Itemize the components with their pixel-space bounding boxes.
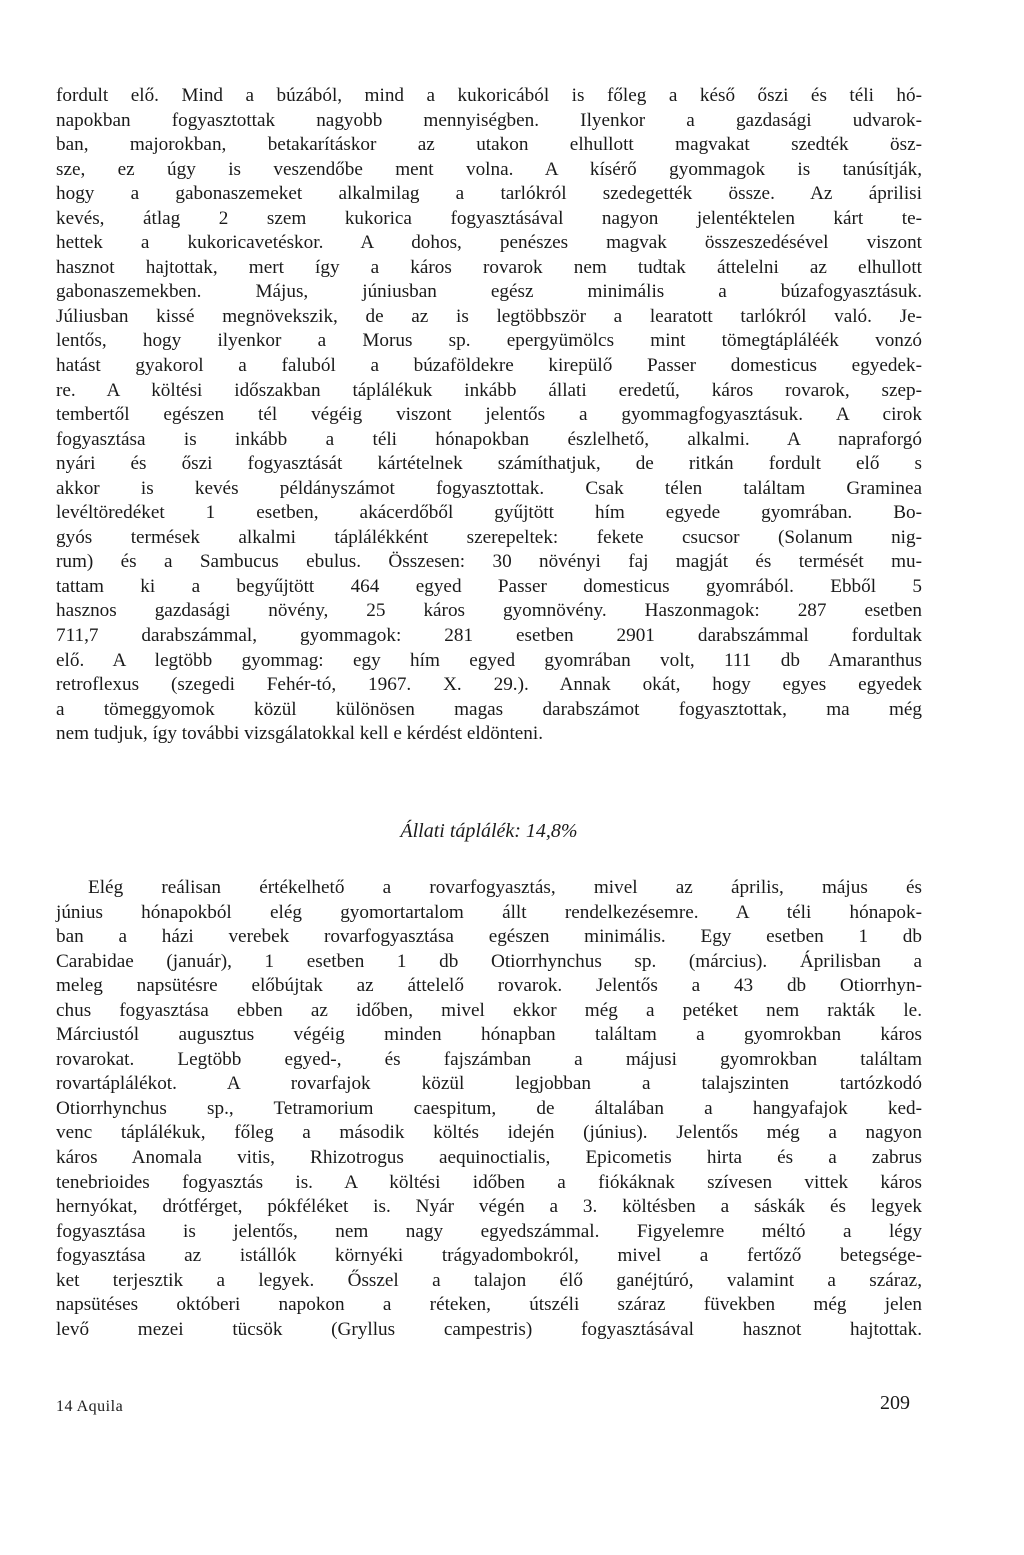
- text-line: Márciustól augusztus végéig minden hónapban találtam a gyomrokban káros: [56, 1024, 922, 1046]
- text-line: rovartáplálékot. A rovarfajok közül legjobban a talajszinten tartózkodó: [56, 1073, 922, 1095]
- text-line: fogyasztása is inkább a téli hónapokban észlelhető, alkalmi. A napraforgó: [56, 428, 922, 450]
- text-line: ban a házi verebek rovarfogyasztása egészen minimális. Egy esetben 1 db: [56, 926, 922, 948]
- text-line: elő. A legtöbb gyommag: egy hím egyed gyomrában volt, 111 db Amaranthus: [56, 649, 922, 671]
- text-line: hernyókat, drótférget, pókféléket is. Nyár végén a 3. költésben a sáskák és legyek: [56, 1196, 922, 1218]
- text-line: Elég reálisan értékelhető a rovarfogyasztás, mivel az április, május és: [88, 877, 922, 898]
- text-line: levéltöredéket 1 esetben, akácerdőből gyűjtött hím egyede gyomrában. Bo-: [56, 502, 922, 524]
- text-line: káros Anomala vitis, Rhizotrogus aequinoctialis, Epicometis hirta és a zabrus: [56, 1147, 922, 1169]
- text-line: napokban fogyasztottak nagyobb mennyiségben. Ilyenkor a gazdasági udvarok-: [56, 109, 922, 131]
- text-line: hogy a gabonaszemeket alkalmilag a tarlókról szedegették össze. Az áprilisi: [56, 183, 922, 205]
- text-line: lentős, hogy ilyenkor a Morus sp. epergyümölcs mint tömegtápláléék vonzó: [56, 330, 922, 352]
- text-line: hatást gyakorol a faluból a búzaföldekre kirepülő Passer domesticus egyedek-: [56, 355, 922, 377]
- text-line: re. A költési időszakban táplálékuk inkább állati eredetű, káros rovarok, szep-: [56, 379, 922, 401]
- text-line: akkor is kevés példányszámot fogyasztottak. Csak télen találtam Graminea: [56, 477, 922, 499]
- text-line: levő mezei tücsök (Gryllus campestris) fogyasztásával hasznot hajtottak.: [56, 1318, 922, 1340]
- text-line: chus fogyasztása ebben az időben, mivel ekkor még a petéket nem rakták le.: [56, 999, 922, 1021]
- text-line: rum) és a Sambucus ebulus. Összesen: 30 növényi faj magját és termését mu-: [56, 551, 922, 573]
- text-line: nyári és őszi fogyasztását kártételnek számíthatjuk, de ritkán fordult elő s: [56, 453, 922, 475]
- text-line: hasznos gazdasági növény, 25 káros gyomnövény. Haszonmagok: 287 esetben: [56, 600, 922, 622]
- text-line: ket terjesztik a legyek. Ősszel a talajon élő ganéjtúró, valamint a száraz,: [56, 1269, 922, 1291]
- text-line: a tömeggyomok közül különösen magas darabszámot fogyasztottak, ma még: [56, 698, 922, 720]
- page-number: 209: [880, 1392, 910, 1414]
- text-line: 711,7 darabszámmal, gyommagok: 281 esetben 2901 darabszámmal fordultak: [56, 625, 922, 647]
- text-line: sze, ez úgy is veszendőbe ment volna. A kísérő gyommagok is tanúsítják,: [56, 158, 922, 180]
- text-line: fogyasztása is jelentős, nem nagy egyedszámmal. Figyelemre méltó a légy: [56, 1220, 922, 1242]
- text-line: napsütéses októberi napokon a réteken, útszéli száraz füvekben még jelen: [56, 1294, 922, 1316]
- text-line: gyós termések alkalmi táplálékként szerepeltek: fekete csucsor (Solanum nig-: [56, 526, 922, 548]
- text-line: retroflexus (szegedi Fehér-tó, 1967. X. 29.). Annak okát, hogy egyes egyedek: [56, 674, 922, 696]
- text-line: fordult elő. Mind a búzából, mind a kukoricából is főleg a késő őszi és téli hó-: [56, 85, 922, 106]
- text-line: rovarokat. Legtöbb egyed-, és fajszámban a májusi gyomrokban találtam: [56, 1048, 922, 1070]
- text-line: nem tudjuk, így további vizsgálatokkal kell e kérdést eldönteni.: [56, 723, 544, 745]
- text-line: Carabidae (január), 1 esetben 1 db Otiorrhynchus sp. (március). Áprilisban a: [56, 950, 922, 972]
- text-line: ban, majorokban, betakarításkor az utakon elhullott magvakat szedték ösz-: [56, 134, 922, 156]
- section-heading: Állati táplálék: 14,8%: [400, 820, 578, 842]
- text-line: hasznot hajtottak, mert így a káros rovarok nem tudtak áttelelni az elhullott: [56, 256, 922, 278]
- text-line: gabonaszemekben. Május, júniusban egész minimális a búzafogyasztásuk.: [56, 281, 922, 303]
- paragraph-plant-food: [56, 84, 922, 747]
- text-line: Otiorrhynchus sp., Tetramorium caespitum, de általában a hangyafajok ked-: [56, 1097, 922, 1119]
- text-line: meleg napsütésre előbújtak az áttelelő rovarok. Jelentős a 43 db Otiorrhyn-: [56, 975, 922, 997]
- text-line: tenebrioides fogyasztás is. A költési időben a fiókáknak szívesen vittek káros: [56, 1171, 922, 1193]
- journal-signature: 14 Aquila: [56, 1398, 124, 1415]
- text-line: június hónapokból elég gyomortartalom állt rendelkezésemre. A téli hónapok-: [56, 901, 922, 923]
- text-line: kevés, átlag 2 szem kukorica fogyasztásával nagyon jelentéktelen kárt te-: [56, 207, 922, 229]
- text-line: Júliusban kissé megnövekszik, de az is legtöbbször a learatott tarlókról való. Je-: [56, 305, 922, 327]
- text-line: venc táplálékuk, főleg a második költés idején (június). Jelentős még a nagyon: [56, 1122, 922, 1144]
- text-line: hettek a kukoricavetéskor. A dohos, penészes magvak összeszedésével viszont: [56, 232, 922, 254]
- text-line: fogyasztása az istállók környéki trágyadombokról, mivel a fertőző betegsége-: [56, 1245, 922, 1267]
- text-line: tattam ki a begyűjtött 464 egyed Passer domesticus gyomrából. Ebből 5: [56, 575, 922, 597]
- text-line: tembertől egészen tél végéig viszont jelentős a gyommagfogyasztásuk. A cirok: [56, 404, 922, 426]
- paragraph-animal-food: [56, 876, 922, 1342]
